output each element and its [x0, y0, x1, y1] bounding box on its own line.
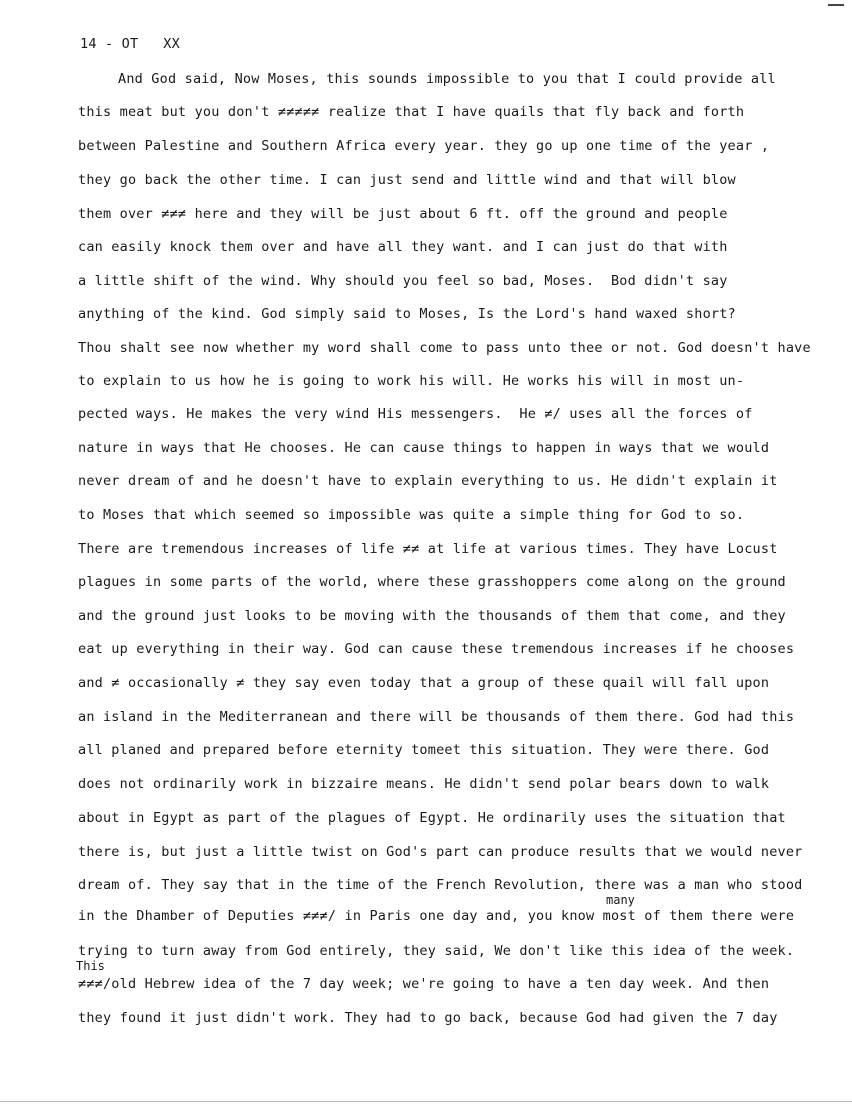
text-line: There are tremendous increases of life ≠≠ at life at various times. They have Locust [78, 541, 778, 557]
text-line: and ≠ occasionally ≠ they say even today that a group of these quail will fall upon [78, 675, 770, 691]
corner-mark [828, 4, 844, 6]
text-line: eat up everything in their way. God can cause these tremendous increases if he chooses [78, 641, 795, 657]
text-line: they go back the other time. I can just send and little wind and that will blow [78, 172, 736, 188]
handwritten-insert-this: This [76, 959, 105, 973]
text-line: an island in the Mediterranean and there will be thousands of them there. God had this [78, 709, 795, 725]
text-line: in the Dhamber of Deputies ≠≠≠/ in Paris one day and, you know most of them there were [78, 908, 795, 924]
text-line: ≠≠≠/old Hebrew idea of the 7 day week; we're going to have a ten day week. And then [78, 976, 770, 992]
text-line: plagues in some parts of the world, where these grasshoppers come along on the ground [78, 574, 786, 590]
text-line: does not ordinarily work in bizzaire means. He didn't send polar bears down to walk [78, 776, 770, 792]
text-line: there is, but just a little twist on God's part can produce results that we would never [78, 844, 803, 860]
handwritten-insert-many: many [606, 893, 635, 907]
page-bottom-rule [0, 1101, 852, 1102]
text-line: and the ground just looks to be moving with the thousands of them that come, and they [78, 608, 786, 624]
text-line: about in Egypt as part of the plagues of Egypt. He ordinarily uses the situation that [78, 810, 786, 826]
page-header: 14 - OT XX [80, 36, 180, 52]
text-line: nature in ways that He chooses. He can cause things to happen in ways that we would [78, 440, 770, 456]
text-line: to explain to us how he is going to work his will. He works his will in most un- [78, 373, 745, 389]
text-line: dream of. They say that in the time of the French Revolution, there was a man who stood [78, 877, 803, 893]
text-line: between Palestine and Southern Africa every year. they go up one time of the year , [78, 138, 770, 154]
text-line: anything of the kind. God simply said to Moses, Is the Lord's hand waxed short? [78, 306, 736, 322]
text-line: trying to turn away from God entirely, they said, We don't like this idea of the week. [78, 943, 795, 959]
text-line: pected ways. He makes the very wind His messengers. He ≠/ uses all the forces of [78, 406, 753, 422]
text-line: can easily knock them over and have all they want. and I can just do that with [78, 239, 728, 255]
text-line: they found it just didn't work. They had to go back, because God had given the 7 day [78, 1010, 778, 1026]
text-line: this meat but you don't ≠≠≠≠≠ realize that I have quails that fly back and forth [78, 104, 745, 120]
text-line: Thou shalt see now whether my word shall come to pass unto thee or not. God doesn't have [78, 340, 811, 356]
text-line: all planed and prepared before eternity tomeet this situation. They were there. God [78, 742, 770, 758]
text-line: And God said, Now Moses, this sounds impossible to you that I could provide all [118, 71, 776, 87]
text-line: a little shift of the wind. Why should you feel so bad, Moses. Bod didn't say [78, 273, 728, 289]
text-line: to Moses that which seemed so impossible was quite a simple thing for God to so. [78, 507, 745, 523]
text-line: them over ≠≠≠ here and they will be just about 6 ft. off the ground and people [78, 206, 728, 222]
text-line: never dream of and he doesn't have to explain everything to us. He didn't explain it [78, 473, 778, 489]
